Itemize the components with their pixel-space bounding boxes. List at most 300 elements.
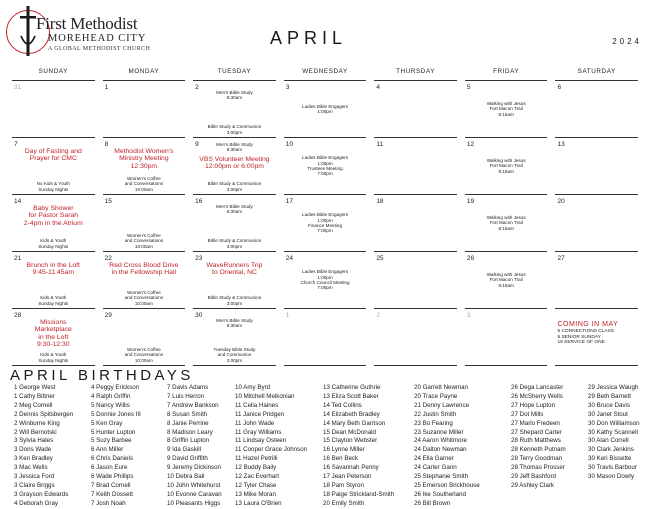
birthday-entry: 5 Suzy Barbee [91, 437, 132, 445]
birthday-entry: 30 Clark Jenkins [588, 446, 634, 454]
event-line: Ladies Bible Engagers [302, 269, 349, 275]
birthday-entry: 30 Bruce Davis [588, 401, 630, 409]
calendar-event[interactable] [284, 104, 367, 115]
birthday-entry: 24 Dalton Newman [414, 446, 467, 454]
day-number: 24 [285, 255, 293, 262]
day-number: 3 [285, 84, 290, 91]
birthday-entry: 7 Keith Dossett [91, 490, 133, 498]
event-line: 10:00am [134, 243, 153, 249]
birthday-entry: 18 Pam Styron [323, 481, 364, 489]
day-number: 1 [285, 312, 290, 319]
event-line: VBS Volunteer Meeting [199, 156, 270, 163]
church-logo [6, 8, 151, 62]
birthday-entry: 9 David Griffith [167, 455, 208, 463]
calendar-day[interactable] [555, 195, 638, 252]
day-number: 27 [557, 255, 565, 262]
birthday-entry: 26 McSherry Wells [511, 392, 563, 400]
birthday-entry: 11 Hazel Petrilli [235, 455, 278, 463]
featured-event[interactable] [12, 148, 95, 163]
day-number: 5 [466, 84, 471, 91]
calendar-event[interactable] [193, 90, 276, 101]
calendar-event[interactable] [103, 347, 186, 363]
event-line: Brunch in the Loft [26, 262, 80, 269]
event-line: 1:00pm [317, 160, 333, 166]
birthday-entry: 14 Elizabeth Bradley [323, 410, 380, 418]
calendar-event[interactable] [12, 352, 95, 363]
calendar-event[interactable] [465, 215, 548, 231]
day-number: 9 [195, 141, 199, 148]
event-line: Trustees Meeting [307, 166, 343, 171]
event-line: 3:00pm [226, 129, 243, 135]
birthday-entry: 4 Ralph Griffin [91, 392, 131, 400]
birthday-entry: 15 Clayton Webster [323, 437, 378, 445]
birthday-entry: 28 Ruth Matthews [511, 437, 561, 445]
calendar-week [8, 252, 642, 309]
calendar-event[interactable] [284, 155, 367, 177]
birthday-entry: 4 Peggy Erickson [91, 384, 140, 391]
birthday-entry: 14 Mary Beth Garrison [323, 419, 386, 427]
birthday-entry: 7 Brad Cornell [91, 481, 131, 489]
event-line: WaveRunners Trip [206, 262, 263, 269]
birthday-entry: 13 Catherine Guthrie [323, 384, 381, 391]
birthday-column [91, 384, 141, 509]
event-line: Women's Coffee [127, 346, 161, 352]
day-number: 25 [376, 255, 384, 262]
day-number: 16 [195, 198, 203, 205]
birthday-entry: 1 Cathy Bittner [14, 392, 55, 400]
calendar-day[interactable] [284, 252, 367, 309]
calendar-event[interactable] [103, 290, 186, 306]
calendar-event[interactable] [193, 181, 276, 192]
day-number: 2 [376, 312, 380, 319]
cross-icon [18, 6, 38, 56]
birthday-entry: 2 Will Bernotski [14, 428, 57, 436]
calendar-day[interactable] [374, 252, 457, 309]
event-line: Fort Macon Trail [489, 277, 523, 283]
calendar-day[interactable] [555, 138, 638, 195]
day-number: 3 [466, 312, 471, 319]
event-line: Women's Coffee [127, 232, 161, 238]
calendar-event[interactable] [12, 181, 95, 192]
birthday-column [167, 384, 222, 509]
birthday-entry: 25 Stephanie Smith [414, 473, 469, 481]
event-line: Methodist Women's [114, 148, 174, 155]
birthday-entry: 5 Donnie Jones III [91, 410, 141, 418]
calendar-day[interactable] [12, 252, 95, 309]
birthday-entry: 28 Thomas Prosser [511, 464, 565, 472]
event-line: 12:30pm [130, 162, 158, 170]
event-line: 3:00pm [226, 300, 243, 306]
birthday-entry: 16 Lynne Miller [323, 446, 365, 454]
calendar-event[interactable] [103, 176, 186, 192]
event-line: Walking with Jesus [486, 100, 526, 106]
birthday-entry: 7 Josh Noah [91, 499, 126, 507]
calendar-week [8, 81, 642, 138]
birthday-entry: 5 Nancy Willis [91, 401, 130, 409]
calendar-day[interactable] [465, 81, 548, 138]
featured-event[interactable] [12, 262, 95, 277]
event-line: Men's Bible Study [216, 90, 253, 95]
event-line: Prayer for CMC [29, 155, 77, 163]
event-line: Men's Bible Study [216, 204, 253, 209]
featured-event[interactable] [103, 262, 186, 277]
calendar-event[interactable] [284, 212, 367, 234]
calendar-weeks [8, 81, 642, 366]
birthday-entry: 11 Celia Haines [235, 401, 279, 409]
calendar-grid [8, 66, 642, 366]
calendar-event[interactable] [193, 142, 276, 153]
birthday-entry: 22 Justin Smith [414, 410, 457, 418]
event-line: Church Council Meeting [300, 280, 350, 285]
birthday-entry: 5 Hunter Lupton [91, 428, 136, 436]
calendar-day[interactable] [284, 195, 367, 252]
logo-tagline: A GLOBAL METHODIST CHURCH [48, 46, 151, 52]
featured-event[interactable] [103, 148, 186, 170]
event-line: 1:00pm [317, 217, 333, 223]
event-line: 8:15am [498, 168, 514, 174]
calendar-day[interactable] [555, 81, 638, 138]
day-number: 18 [376, 198, 384, 205]
weekday-header: MONDAY [103, 66, 186, 81]
event-line: and Conversations [124, 352, 164, 358]
weekday-header: WEDNESDAY [284, 66, 367, 81]
featured-event[interactable] [193, 262, 276, 277]
day-number: 30 [195, 312, 203, 319]
birthday-entry: 27 Shepard Carter [511, 428, 562, 436]
birthday-entry: 28 Terry Goodman [511, 455, 563, 463]
event-line: in the Fellowship Hall [111, 269, 176, 277]
event-line: in the Loft [38, 333, 69, 341]
birthday-entry: 7 Andrew Bankson [167, 401, 219, 409]
birthday-entry: 30 Mason Dowty [588, 473, 635, 481]
event-line: 10:00am [134, 186, 153, 192]
birthday-entry: 20 Emily Smith [323, 499, 365, 507]
coming-in-may-item: 19 SERVICE OF ONE [557, 340, 605, 346]
birthday-column [14, 384, 73, 509]
birthday-entry: 30 Janet Stout [588, 410, 628, 418]
calendar-day[interactable] [555, 252, 638, 309]
birthday-entry: 24 Carter Gann [414, 464, 457, 472]
weekday-header: THURSDAY [374, 66, 457, 81]
weekday-header: SUNDAY [12, 66, 95, 81]
calendar-event[interactable] [193, 238, 276, 249]
event-line: and Communion [217, 352, 252, 358]
birthday-entry: 10 John Whitehurst [167, 481, 221, 489]
day-number: 13 [557, 141, 565, 148]
event-line: Marketplace [34, 326, 72, 334]
birthday-entry: 2 Winburne King [14, 419, 60, 427]
day-number: 12 [466, 141, 475, 148]
birthday-entry: 3 Mac Wells [14, 464, 48, 472]
birthday-entry: 8 Janie Perrine [167, 419, 209, 427]
birthday-entry: 12 Buddy Baily [235, 464, 277, 472]
calendar-day[interactable] [374, 81, 457, 138]
event-line: No Kids & Youth [36, 181, 70, 187]
event-line: Bible Study & Communion [207, 181, 262, 187]
birthday-entry: 27 Dot Mills [511, 410, 544, 418]
birthday-entry: 9 Jeremy Dickinson [167, 464, 221, 472]
calendar-day[interactable] [103, 195, 186, 252]
birthdays-list [14, 384, 644, 507]
event-line: Walking with Jesus [486, 214, 526, 220]
event-line: Ministry Meeting [119, 155, 169, 163]
birthday-entry: 27 Hope Lupton [511, 401, 556, 409]
event-line: for Pastor Sarah [28, 212, 79, 220]
calendar-event[interactable] [193, 318, 276, 329]
calendar-day[interactable] [284, 309, 367, 366]
birthday-entry: 26 Dega Lancaster [511, 384, 564, 391]
event-line: Sunday Nights [38, 300, 69, 306]
birthday-entry: 15 Dean McDonald [323, 428, 376, 436]
day-number: 23 [195, 255, 203, 262]
calendar-event[interactable] [12, 238, 95, 249]
event-line: 3:00pm [226, 186, 243, 192]
birthday-entry: 23 Suzanne Miller [414, 428, 464, 436]
event-line: Fort Macon Trail [489, 220, 523, 226]
event-line: 1:00pm [317, 274, 333, 280]
calendar-event[interactable] [465, 272, 548, 288]
event-line: 6:30am [226, 323, 243, 329]
calendar-day[interactable] [12, 309, 95, 366]
year-label: 2024 [612, 37, 642, 46]
calendar-day[interactable] [103, 252, 186, 309]
calendar-day[interactable] [12, 81, 95, 138]
event-line: 8:15am [498, 282, 514, 288]
event-line: 9:30-12:30 [37, 341, 70, 349]
calendar-day[interactable] [193, 138, 276, 195]
calendar-day[interactable] [193, 81, 276, 138]
event-line: Day of Fasting and [24, 148, 82, 155]
birthday-entry: 25 Emerson Brickhouse [414, 481, 480, 489]
birthday-entry: 16 Ben Beck [323, 455, 359, 463]
birthday-entry: 8 Griffin Lupton [167, 437, 210, 445]
birthday-entry: 9 Ida Gaskill [167, 446, 202, 454]
birthday-entry: 29 Ashley Clark [511, 481, 554, 489]
event-line: 3:00pm [226, 243, 243, 249]
day-number: 28 [14, 312, 22, 319]
day-number: 31 [14, 84, 22, 91]
event-line: 8:15am [498, 225, 514, 231]
birthday-entry: 10 Debra Ball [167, 473, 205, 481]
day-number: 4 [376, 84, 380, 91]
day-number: 17 [285, 198, 293, 205]
event-line: Kids & Youth [40, 295, 67, 301]
birthday-entry: 3 Sylvia Hales [14, 437, 54, 445]
featured-event[interactable] [12, 205, 95, 227]
event-line: 2-4pm in the Atrium [23, 219, 83, 227]
event-line: 9:45-11:45am [32, 269, 75, 277]
calendar-day[interactable] [193, 252, 276, 309]
weekday-header: SATURDAY [555, 66, 638, 81]
event-line: and Conversations [124, 181, 164, 187]
birthday-entry: 10 Evonne Caravan [167, 490, 222, 498]
event-line: Men's Bible Study [216, 318, 253, 323]
event-line: Bible Study & Communion [207, 124, 262, 130]
birthday-entry: 11 Gray Williams [235, 428, 282, 436]
birthday-entry: 5 Ken Gray [91, 419, 123, 427]
coming-in-may [557, 321, 638, 346]
birthday-entry: 24 Ella Garner [414, 455, 454, 463]
event-line: 10:00am [134, 357, 153, 363]
birthday-entry: 6 Chris Daniels [91, 455, 133, 463]
event-line: Ladies Bible Engagers [302, 103, 349, 109]
birthday-entry: 6 Wade Phillips [91, 473, 134, 481]
calendar-event[interactable] [103, 233, 186, 249]
event-line: 3:00pm [226, 357, 243, 363]
calendar-day[interactable] [374, 195, 457, 252]
calendar-event[interactable] [193, 124, 276, 135]
day-number: 2 [195, 84, 199, 91]
birthday-entry: 3 Jessica Ford [14, 473, 55, 481]
event-line: Fort Macon Trail [489, 163, 523, 169]
birthday-entry: 8 Susan Smith [167, 410, 208, 418]
birthday-entry: 27 Marlo Fredeen [511, 419, 560, 427]
birthday-entry: 30 Keri Bissette [588, 455, 632, 463]
event-line: 12:00pm or 6:00pm [204, 163, 264, 171]
event-line: Kids & Youth [40, 238, 67, 244]
event-line: Women's Coffee [127, 175, 161, 181]
event-line: Walking with Jesus [486, 271, 526, 277]
featured-event[interactable] [12, 319, 95, 349]
birthday-entry: 16 Savannah Penny [323, 464, 379, 472]
day-number: 29 [104, 312, 112, 319]
birthday-entry: 10 Pleasants Higgs [167, 499, 221, 507]
calendar-event[interactable] [193, 204, 276, 215]
event-line: 6:30am [226, 95, 243, 101]
calendar-day[interactable] [103, 81, 186, 138]
calendar-day[interactable] [103, 309, 186, 366]
birthday-entry: 30 Don Williamson [588, 419, 640, 427]
calendar-day[interactable] [284, 81, 367, 138]
day-number: 20 [557, 198, 565, 205]
birthday-entry: 3 Claire Briggs [14, 481, 55, 489]
coming-in-may-item: 5 CONNECTIONS CLASS [557, 329, 614, 334]
event-line: Red Cross Blood Drive [109, 262, 179, 269]
event-line: and Conversations [124, 238, 164, 244]
birthday-column [414, 384, 480, 509]
coming-in-may-item: 5 SENIOR SUNDAY [557, 334, 601, 340]
calendar-day[interactable] [284, 138, 367, 195]
birthday-entry: 10 Amy Byrd [235, 384, 271, 391]
day-number: 8 [104, 141, 109, 148]
birthday-entry: 28 Kenneth Putnam [511, 446, 566, 454]
calendar-day[interactable] [103, 138, 186, 195]
event-line: Sunday Nights [38, 186, 69, 192]
calendar-day[interactable] [374, 309, 457, 366]
event-line: and Conversations [124, 295, 164, 301]
birthday-entry: 12 Zac Everhart [235, 473, 280, 481]
event-line: Ladies Bible Engagers [302, 212, 349, 218]
birthday-entry: 4 Deborah Gray [14, 499, 59, 507]
birthday-entry: 8 Madison Leary [167, 428, 213, 436]
birthday-entry: 10 Mitchell Melkonian [235, 392, 295, 400]
event-line: Baby Shower [33, 205, 74, 212]
calendar-day[interactable] [193, 195, 276, 252]
birthday-entry: 23 Bo Fearing [414, 419, 453, 427]
birthday-entry: 21 Denny Lawrence [414, 401, 470, 409]
featured-event[interactable] [193, 156, 276, 171]
calendar-day[interactable] [12, 138, 95, 195]
calendar-day[interactable] [465, 309, 548, 366]
event-line: 7:00pm [317, 228, 333, 234]
calendar-event[interactable] [284, 269, 367, 291]
event-line: Ladies Bible Engagers [302, 155, 349, 161]
calendar-day[interactable] [465, 138, 548, 195]
birthday-entry: 30 Kathy Scannell [588, 428, 638, 436]
calendar-event[interactable] [12, 295, 95, 306]
birthday-entry: 29 Jeff Bashford [511, 473, 556, 481]
weekday-header: FRIDAY [465, 66, 548, 81]
birthday-entry: 3 Doris Wade [14, 446, 52, 454]
event-line: Bible Study & Communion [207, 295, 262, 301]
event-line: 7:00pm [317, 285, 333, 291]
event-line: 1:00pm [317, 109, 333, 114]
event-line: 8:15am [498, 111, 514, 117]
birthday-column [511, 384, 566, 491]
birthday-entry: 6 Ann Miller [91, 446, 124, 454]
day-number: 7 [14, 141, 18, 148]
calendar-day[interactable] [12, 195, 95, 252]
birthday-entry: 24 Aaron Whitmore [414, 437, 467, 445]
logo-church-name: First Methodist [36, 14, 138, 33]
calendar-day[interactable] [555, 309, 638, 366]
birthday-column [235, 384, 307, 509]
event-line: to Oriental, NC [211, 269, 257, 277]
birthday-entry: 11 John Wade [235, 419, 275, 427]
birthday-entry: 3 Ken Bradley [14, 455, 53, 463]
event-line: Sunday Nights [38, 357, 69, 363]
event-line: Women's Coffee [127, 289, 161, 295]
calendar-day[interactable] [193, 309, 276, 366]
birthday-column [323, 384, 394, 509]
calendar-event[interactable] [193, 347, 276, 363]
weekday-header: TUESDAY [193, 66, 276, 81]
day-number: 22 [104, 255, 112, 262]
day-number: 15 [104, 198, 112, 205]
calendar-week [8, 195, 642, 252]
birthday-entry: 7 Davis Adams [167, 384, 209, 391]
birthday-entry: 11 Cooper Grace Johnson [235, 446, 308, 454]
month-title: APRIL [270, 28, 348, 48]
birthday-entry: 29 Beth Barnett [588, 392, 631, 400]
calendar-day[interactable] [374, 138, 457, 195]
event-line: Fort Macon Trail [489, 106, 523, 112]
birthday-entry: 26 Ike Southerland [414, 490, 466, 498]
calendar-event[interactable] [193, 295, 276, 306]
calendar-event[interactable] [465, 158, 548, 174]
event-line: Kids & Youth [40, 352, 67, 358]
coming-in-may-title: COMING IN MAY [557, 321, 619, 328]
calendar-day[interactable] [465, 252, 548, 309]
birthday-entry: 13 Laura O'Brien [235, 499, 282, 507]
event-line: Finance Meeting [308, 223, 342, 228]
calendar-event[interactable] [465, 101, 548, 117]
birthday-entry: 2 Dennis Spitsbergen [14, 410, 74, 418]
calendar-week [8, 309, 642, 366]
birthday-column [588, 384, 640, 482]
birthday-entry: 18 Paige Strickland-Smith [323, 490, 395, 498]
birthdays-title: APRIL BIRTHDAYS [10, 367, 194, 384]
weekday-header-row [8, 66, 642, 81]
event-line: 6:30am [226, 147, 243, 153]
day-number: 10 [285, 141, 293, 148]
logo-city: MOREHEAD CITY [48, 33, 147, 44]
event-line: Tuesday Bible Study [213, 346, 256, 352]
calendar-day[interactable] [465, 195, 548, 252]
birthday-entry: 3 Grayson Edwards [14, 490, 69, 498]
event-line: 6:30am [226, 209, 243, 215]
birthday-entry: 30 Alan Correll [588, 437, 629, 445]
